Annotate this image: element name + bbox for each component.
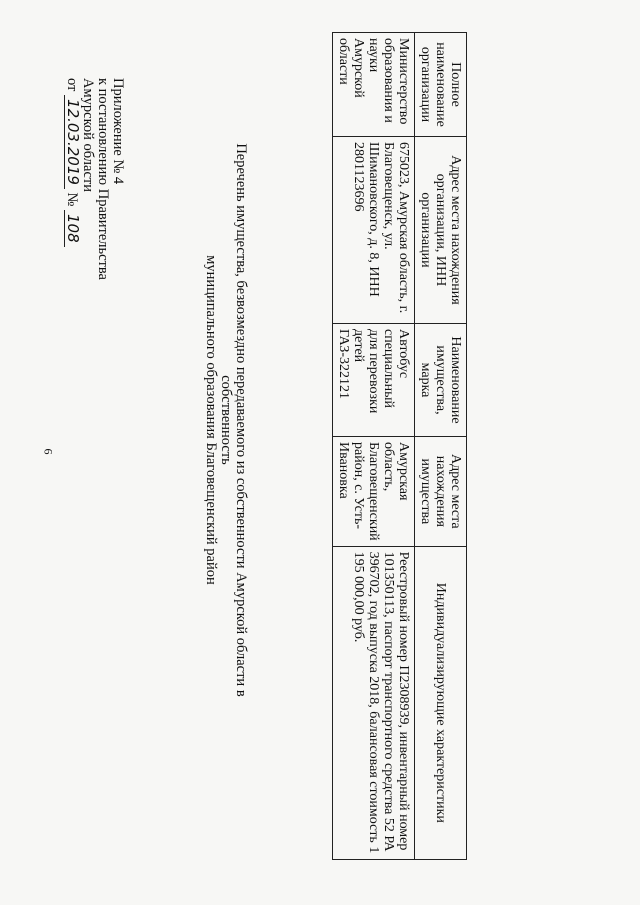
- number-label: №: [64, 192, 80, 207]
- header-characteristics: Индивидуализирующие характеристики: [415, 546, 467, 859]
- handwritten-number: 108: [64, 210, 80, 247]
- document-title: [203, 100, 248, 740]
- property-table: [332, 32, 467, 860]
- from-label: от: [64, 78, 80, 92]
- header-org-address: Адрес места нахождения организации, ИНН организации: [415, 137, 467, 324]
- page-number: 6: [41, 448, 56, 455]
- header-org-name: Полное наименование организации: [415, 33, 467, 137]
- table-header-row: [415, 33, 467, 860]
- cell-property-address: Амурская область, Благовещенский район, с. Усть-Ивановка: [333, 437, 415, 547]
- header-property-address: Адрес места нахождения имущества: [415, 437, 467, 547]
- appendix-date-line: [64, 78, 80, 280]
- cell-property-name: Автобус специальный для перевозки детей ГАЗ-322121: [333, 324, 415, 437]
- cell-characteristics: Реестровый номер П2308939, инвентарный номер 101350113, паспорт транспортного средства 52 РА 396702, год выпуска 2018, балансовая стоимость 1 195 000,00 руб.: [333, 546, 415, 859]
- cell-org-address: 675023, Амурская область, г. Благовещенск, ул. Шимановского, д. 8, ИНН 2801123696: [333, 137, 415, 324]
- appendix-line2: к постановлению Правительства: [95, 78, 111, 280]
- handwritten-date: 12.03.2019: [64, 95, 80, 189]
- cell-org-name: Министерство образования и науки Амурской области: [333, 33, 415, 137]
- title-line1: Перечень имущества, безвозмездно передаваемого из собственности Амурской области в собственность: [218, 143, 249, 697]
- table-row: [333, 33, 415, 860]
- appendix-line3: Амурской области: [80, 78, 96, 192]
- appendix-title: Приложение № 4: [110, 78, 126, 185]
- appendix-block: [64, 78, 125, 280]
- title-line2: муниципального образования Благовещенский район: [203, 255, 219, 585]
- header-property-name: Наименование имущества, марка: [415, 324, 467, 437]
